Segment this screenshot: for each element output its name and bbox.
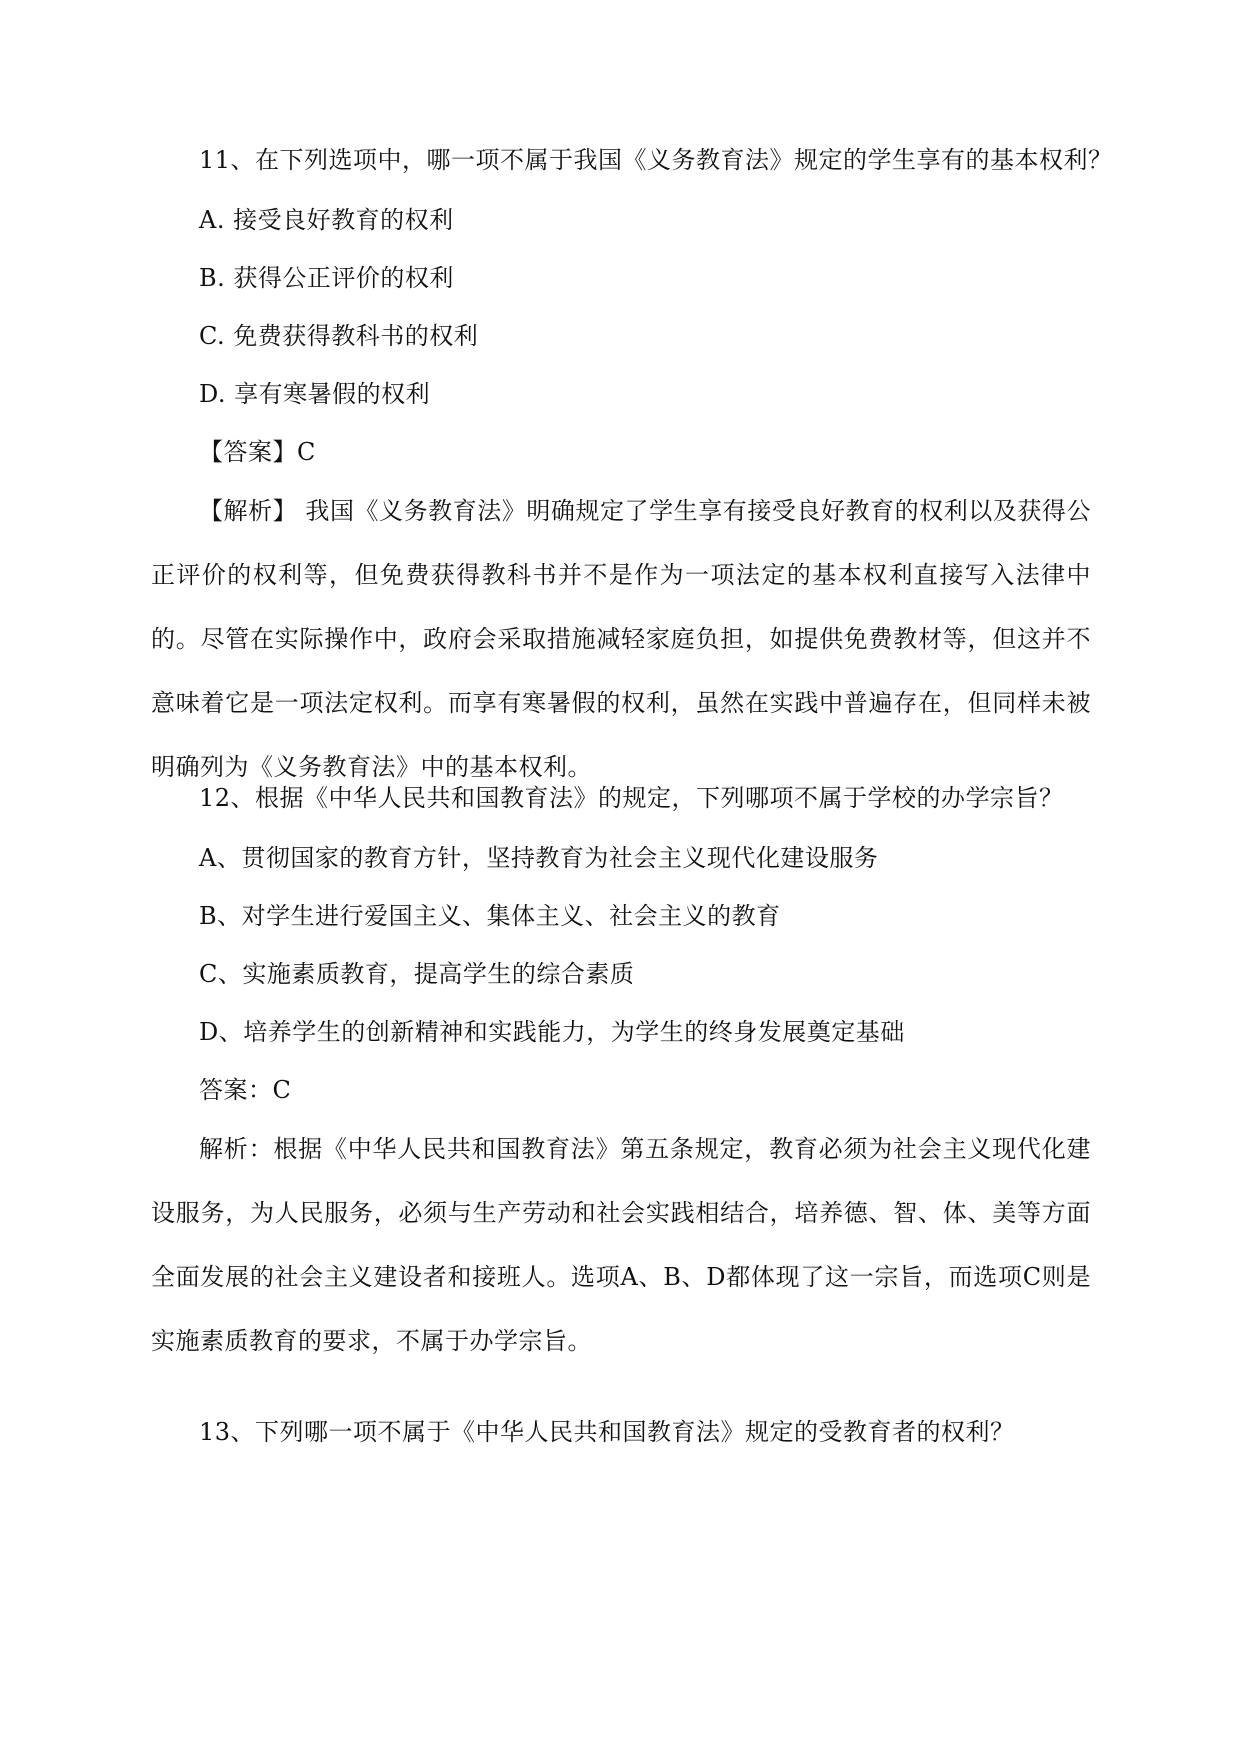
question-11-analysis: 【解析】 我国《义务教育法》明确规定了学生享有接受良好教育的权利以及获得公正评价的权利等，但免费获得教科书并不是作为一项法定的基本权利直接写入法律中的。尽管在实际操作中，政府会采取措施减轻家庭负担，如提供免费教材等，但这并不意味着它是一项法定权利。而享有寒暑假的权利，虽然在实践中普遍存在，但同样未被明确列为《义务教育法》中的基本权利。	[151, 497, 1091, 781]
question-12-option-d: D、培养学生的创新精神和实践能力，为学生的终身发展奠定基础	[199, 1018, 905, 1046]
question-11-text: 11、在下列选项中，哪一项不属于我国《义务教育法》规定的学生享有的基本权利？	[199, 146, 1113, 174]
question-12-text: 12、根据《中华人民共和国教育法》的规定，下列哪项不属于学校的办学宗旨？	[199, 784, 1064, 812]
question-12-analysis: 解析：根据《中华人民共和国教育法》第五条规定，教育必须为社会主义现代化建设服务，为人民服务，必须与生产劳动和社会实践相结合，培养德、智、体、美等方面全面发展的社会主义建设者和接班人。选项A、B、D都体现了这一宗旨，而选项C则是实施素质教育的要求，不属于办学宗旨。	[151, 1135, 1091, 1355]
question-12-option-b: B、对学生进行爱国主义、集体主义、社会主义的教育	[199, 902, 781, 930]
question-11-option-d: D. 享有寒暑假的权利	[199, 380, 431, 408]
question-13-text: 13、下列哪一项不属于《中华人民共和国教育法》规定的受教育者的权利？	[199, 1418, 1015, 1446]
question-11-option-a: A. 接受良好教育的权利	[199, 206, 454, 234]
question-12-option-c: C、实施素质教育，提高学生的综合素质	[199, 960, 635, 988]
question-11-option-b: B. 获得公正评价的权利	[199, 264, 454, 292]
question-11-option-c: C. 免费获得教科书的权利	[199, 322, 479, 350]
question-12-answer: 答案：C	[199, 1076, 292, 1104]
question-11-answer: 【答案】C	[199, 438, 316, 466]
question-12-option-a: A、贯彻国家的教育方针，坚持教育为社会主义现代化建设服务	[199, 844, 879, 872]
